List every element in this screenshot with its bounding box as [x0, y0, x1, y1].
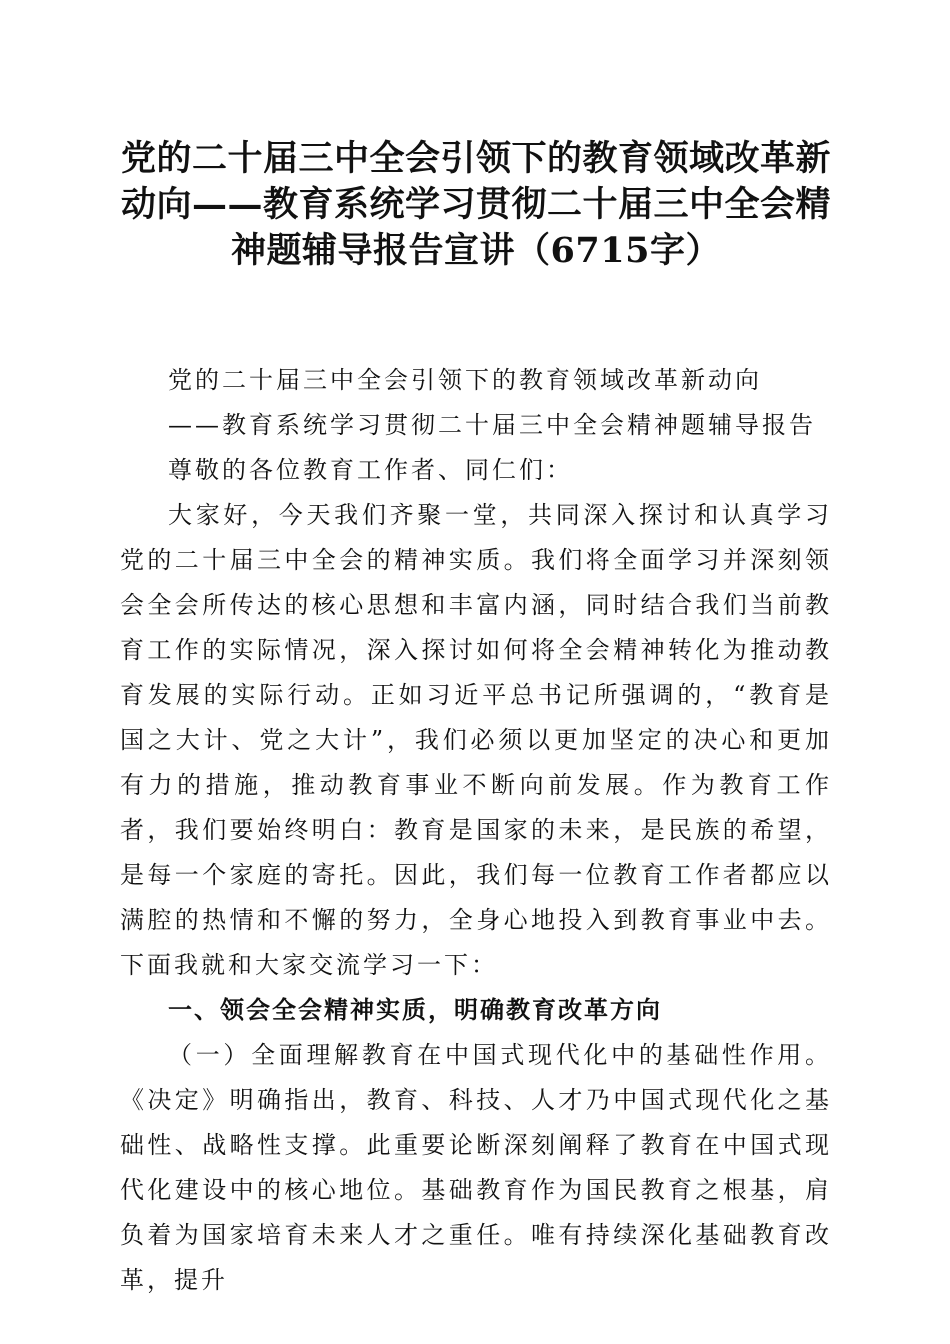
subsection-paragraph-1: （一）全面理解教育在中国式现代化中的基础性作用。《决定》明确指出，教育、科技、人才乃中国式现代化之基础性、战略性支撑。此重要论断深刻阐释了教育在中国式现代化建设中的核心地位。基础教育作为国民教育之根基，肩负着为国家培育未来人才之重任。唯有持续深化基础教育改革，提升: [120, 1041, 832, 1294]
subtitle-line-2: ——教育系统学习贯彻二十届三中全会精神题辅导报告: [168, 411, 816, 439]
document-body: [120, 358, 832, 1303]
intro-paragraph: 大家好，今天我们齐聚一堂，共同深入探讨和认真学习党的二十届三中全会的精神实质。我们将全面学习并深刻领会全会所传达的核心思想和丰富内涵，同时结合我们当前教育工作的实际情况，深入探讨如何将全会精神转化为推动教育发展的实际行动。正如习近平总书记所强调的，“教育是国之大计、党之大计”，我们必须以更加坚定的决心和更加有力的措施，推动教育事业不断向前发展。作为教育工作者，我们要始终明白：教育是国家的未来，是民族的希望，是每一个家庭的寄托。因此，我们每一位教育工作者都应以满腔的热情和不懈的努力，全身心地投入到教育事业中去。下面我就和大家交流学习一下：: [120, 501, 832, 979]
document-title: 党的二十届三中全会引领下的教育领域改革新动向——教育系统学习贯彻二十届三中全会精神题辅导报告宣讲（6715字）: [120, 138, 831, 271]
salutation: 尊敬的各位教育工作者、同仁们：: [168, 456, 573, 484]
section-heading-1: 一、领会全会精神实质，明确教育改革方向: [168, 996, 662, 1024]
subtitle-line-1: 党的二十届三中全会引领下的教育领域改革新动向: [168, 366, 762, 394]
